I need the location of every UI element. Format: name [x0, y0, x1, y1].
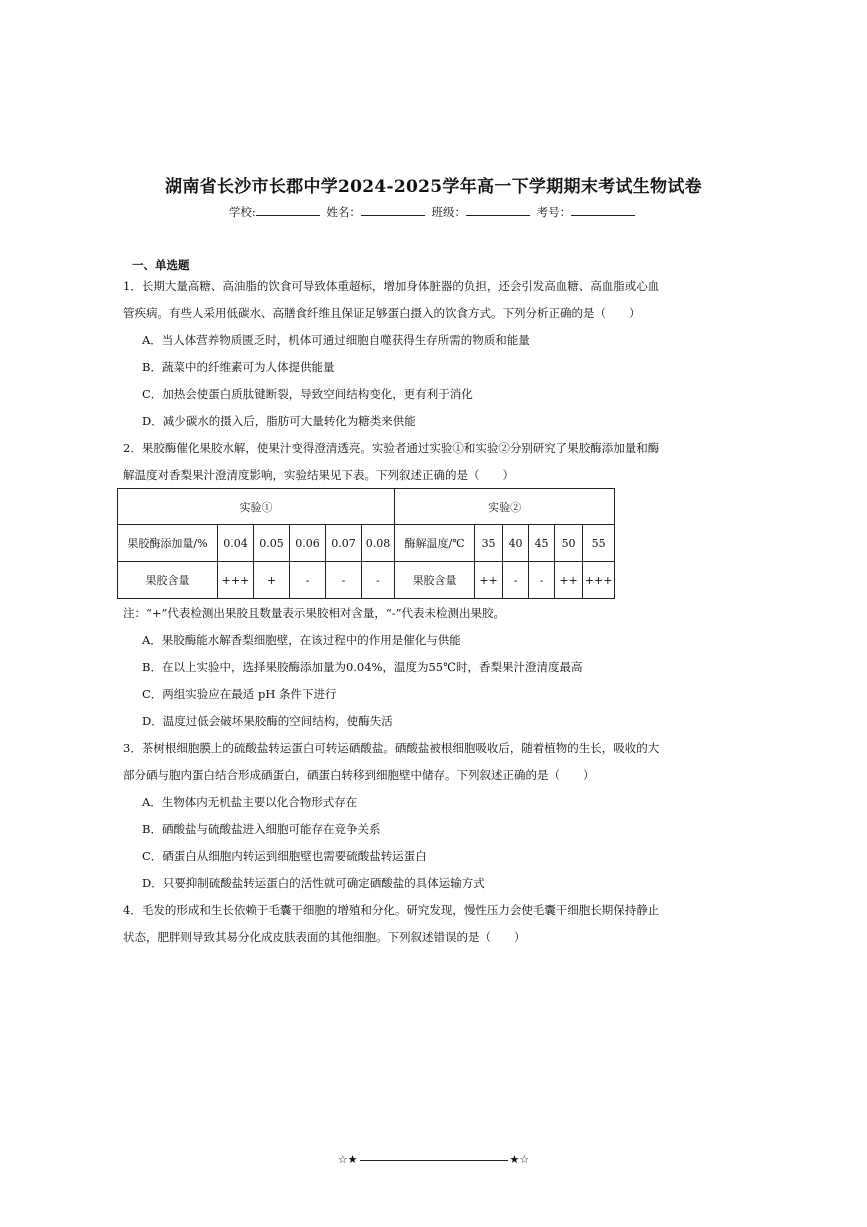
q1-stem-line1: 1．长期大量高糖、高油脂的饮食可导致体重超标，增加身体脏器的负担，还会引发高血糖、高血脂或心血	[123, 279, 660, 293]
table-cell: 0.07	[326, 525, 362, 562]
school-blank[interactable]	[256, 203, 320, 216]
table-cell: -	[529, 562, 555, 599]
q2-stem-line1: 2．果胶酶催化果胶水解，使果汁变得澄清透亮。实验者通过实验①和实验②分别研究了果胶酶添加量和酶	[123, 441, 660, 455]
q2-option-d: D．温度过低会破坏果胶酶的空间结构，使酶失活	[142, 714, 393, 728]
q2-table-note: 注：“+”代表检测出果胶且数量表示果胶相对含量，“-”代表未检测出果胶。	[123, 606, 506, 620]
exam-number-blank[interactable]	[571, 203, 635, 216]
exam-number-label: 考号：	[536, 205, 572, 219]
class-blank[interactable]	[466, 203, 530, 216]
table-cell: 0.05	[254, 525, 290, 562]
table-cell: +++	[218, 562, 254, 599]
q4-stem-line1: 4．毛发的形成和生长依赖于毛囊干细胞的增殖和分化。研究发现，慢性压力会使毛囊干细胞长期保持静止	[123, 903, 660, 917]
q3-option-b: B．硒酸盐与硫酸盐进入细胞可能存在竞争关系	[142, 822, 381, 836]
table-cell: 0.04	[218, 525, 254, 562]
school-label: 学校:	[228, 205, 256, 219]
table-cell: 55	[583, 525, 615, 562]
table-cell: 40	[503, 525, 529, 562]
q1-option-a: A．当人体营养物质匮乏时，机体可通过细胞自噬获得生存所需的物质和能量	[142, 333, 530, 347]
experiment-table	[117, 488, 615, 599]
section-heading: 一、单选题	[132, 258, 190, 272]
pectin-content-label: 果胶含量	[395, 562, 475, 599]
table-cell: +++	[583, 562, 615, 599]
name-label: 姓名：	[326, 205, 361, 219]
name-blank[interactable]	[361, 203, 425, 216]
table-cell: 50	[555, 525, 583, 562]
experiment-1-header: 实验①	[118, 489, 395, 525]
student-info-row	[0, 203, 867, 220]
table-cell: -	[326, 562, 362, 599]
q2-option-b: B．在以上实验中，选择果胶酶添加量为0.04%，温度为55℃时，香梨果汁澄清度最高	[142, 660, 583, 674]
page-footer	[0, 1153, 867, 1166]
q3-option-a: A．生物体内无机盐主要以化合物形式存在	[142, 795, 358, 809]
pectin-content-label: 果胶含量	[118, 562, 218, 599]
q3-option-d: D．只要抑制硫酸盐转运蛋白的活性就可确定硒酸盐的具体运输方式	[142, 876, 485, 890]
q3-stem-line1: 3．茶树根细胞膜上的硫酸盐转运蛋白可转运硒酸盐。硒酸盐被根细胞吸收后，随着植物的生长，吸收的大	[123, 741, 660, 755]
exam-title: 湖南省长沙市长郡中学2024-2025学年高一下学期期末考试生物试卷	[165, 177, 702, 197]
table-cell: +	[254, 562, 290, 599]
q4-stem-line2: 状态，肥胖则导致其易分化成皮肤表面的其他细胞。下列叙述错误的是（ ）	[123, 930, 526, 944]
enzyme-amount-label: 果胶酶添加量/%	[118, 525, 218, 562]
table-cell: -	[290, 562, 326, 599]
footer-star-icon-right: ★☆	[509, 1153, 530, 1166]
temperature-label: 酶解温度/℃	[395, 525, 475, 562]
table-cell: -	[362, 562, 395, 599]
q2-option-c: C．两组实验应在最适 pH 条件下进行	[142, 687, 337, 701]
class-label: 班级：	[431, 205, 467, 219]
experiment-2-header: 实验②	[395, 489, 615, 525]
q3-option-c: C．硒蛋白从细胞内转运到细胞壁也需要硫酸盐转运蛋白	[142, 849, 427, 863]
table-cell: 35	[475, 525, 503, 562]
table-cell: ++	[555, 562, 583, 599]
table-cell: -	[503, 562, 529, 599]
q1-stem-line2: 管疾病。有些人采用低碳水、高膳食纤维且保证足够蛋白摄入的饮食方式。下列分析正确的是（ ）	[123, 306, 641, 320]
q1-option-b: B．蔬菜中的纤维素可为人体提供能量	[142, 360, 335, 374]
q3-stem-line2: 部分硒与胞内蛋白结合形成硒蛋白，硒蛋白转移到细胞壁中储存。下列叙述正确的是（ ）	[123, 768, 595, 782]
table-cell: 0.08	[362, 525, 395, 562]
q1-option-d: D．减少碳水的摄入后，脂肪可大量转化为糖类来供能	[142, 414, 416, 428]
q2-stem-line2: 解温度对香梨果汁澄清度影响，实验结果见下表。下列叙述正确的是（ ）	[123, 468, 514, 482]
table-cell: 0.06	[290, 525, 326, 562]
q2-option-a: A．果胶酶能水解香梨细胞壁，在该过程中的作用是催化与供能	[142, 633, 461, 647]
q1-option-c: C．加热会使蛋白质肽键断裂，导致空间结构变化，更有利于消化	[142, 387, 473, 401]
footer-rule	[360, 1160, 508, 1161]
table-cell: 45	[529, 525, 555, 562]
footer-star-icon-left: ☆★	[337, 1153, 358, 1166]
table-cell: ++	[475, 562, 503, 599]
